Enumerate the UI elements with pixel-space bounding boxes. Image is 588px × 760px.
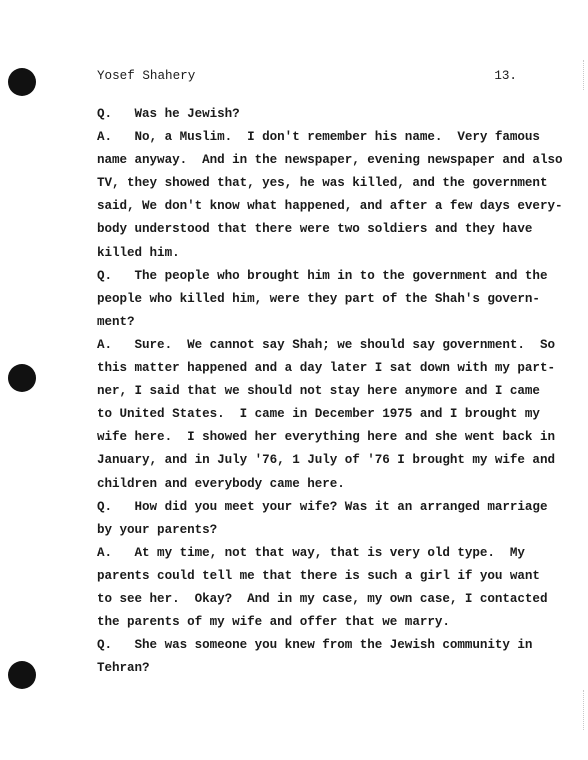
transcript-body [97, 103, 563, 680]
transcript-line: Q. Was he Jewish? [97, 107, 240, 121]
transcript-line: January, and in July '76, 1 July of '76 I brought my wife and [97, 453, 555, 468]
transcript-line: by your parents? [97, 522, 218, 537]
page-edge-marks [581, 690, 584, 730]
transcript-line: A. No, a Muslim. I don't remember his name. Very famous [97, 130, 540, 145]
punch-hole [8, 364, 36, 392]
page-edge-marks [581, 60, 584, 90]
transcript-line: ner, I said that we should not stay here anymore and I came [97, 384, 540, 399]
transcript-line: Q. How did you meet your wife? Was it an arranged marriage [97, 499, 548, 514]
page-header [97, 67, 517, 85]
interviewee-name: Yosef Shahery [97, 69, 196, 83]
transcript-line: A. At my time, not that way, that is very old type. My [97, 545, 525, 560]
transcript-line: ment? [97, 314, 135, 329]
transcript-line: killed him. [97, 245, 180, 260]
transcript-line: to see her. Okay? And in my case, my own case, I contacted [97, 591, 548, 606]
transcript-line: the parents of my wife and offer that we marry. [97, 615, 450, 630]
punch-hole [8, 661, 36, 689]
transcript-line: Tehran? [97, 661, 150, 676]
transcript-line: to United States. I came in December 1975 and I brought my [97, 407, 540, 422]
transcript-line: parents could tell me that there is such a girl if you want [97, 568, 540, 583]
transcript-line: this matter happened and a day later I sat down with my part- [97, 361, 555, 376]
page-number: 13. [494, 69, 517, 83]
punch-hole [8, 68, 36, 96]
transcript-line: wife here. I showed her everything here and she went back in [97, 430, 555, 445]
transcript-line: Q. The people who brought him in to the government and the [97, 268, 548, 283]
transcript-line: Q. She was someone you knew from the Jewish community in [97, 638, 533, 653]
transcript-line: name anyway. And in the newspaper, evening newspaper and also [97, 153, 563, 168]
transcript-line: said, We don't know what happened, and after a few days every- [97, 199, 563, 214]
transcript-line: children and everybody came here. [97, 476, 345, 491]
transcript-line: TV, they showed that, yes, he was killed, and the government [97, 176, 548, 191]
transcript-line: body understood that there were two soldiers and they have [97, 222, 533, 237]
transcript-line: people who killed him, were they part of the Shah's govern- [97, 291, 540, 306]
transcript-line: A. Sure. We cannot say Shah; we should say government. So [97, 337, 555, 352]
